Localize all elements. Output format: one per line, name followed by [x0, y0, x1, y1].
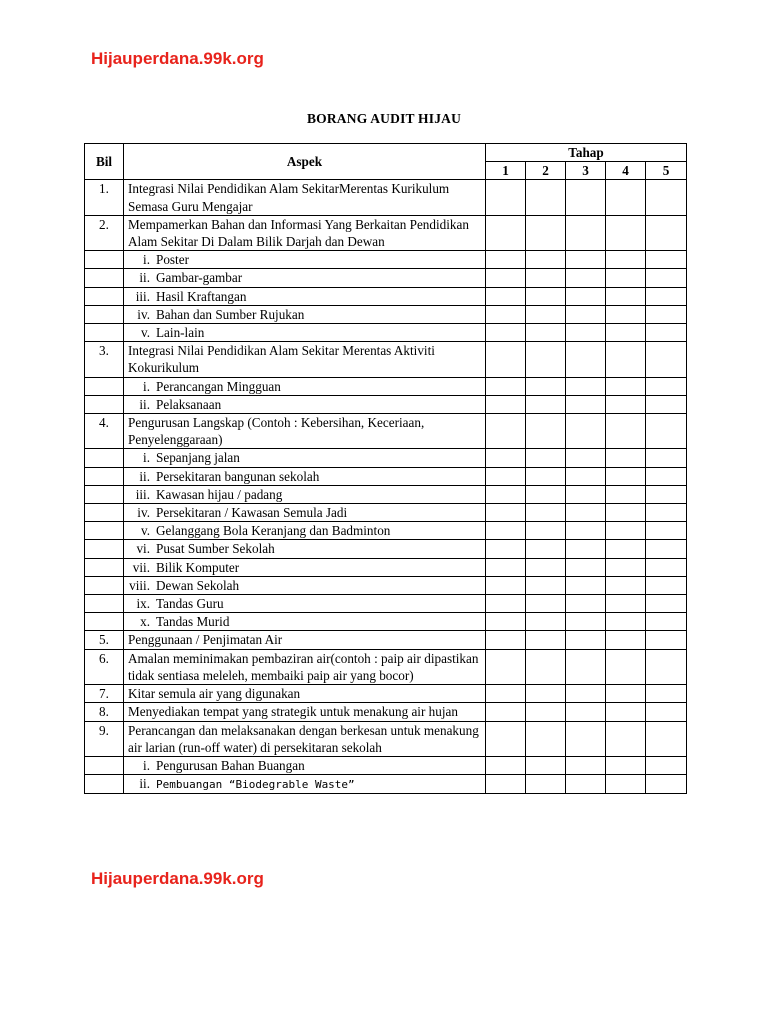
- rating-cell-level-5[interactable]: [646, 342, 687, 377]
- rating-cell-level-1[interactable]: [486, 485, 526, 503]
- rating-cell-level-4[interactable]: [606, 522, 646, 540]
- watermark-top: Hijauperdana.99k.org: [91, 49, 264, 68]
- rating-cell-level-2[interactable]: [526, 522, 566, 540]
- rating-cell-level-2[interactable]: [526, 395, 566, 413]
- sub-aspect-numeral: x.: [140, 614, 150, 630]
- sub-aspect-label: Dewan Sekolah: [156, 577, 240, 593]
- table-subrow: [85, 775, 687, 794]
- sub-aspect: [124, 613, 486, 631]
- table-row: [85, 721, 687, 756]
- header-row: [85, 144, 687, 162]
- sub-aspect-label: Hasil Kraftangan: [156, 288, 247, 304]
- sub-aspect-numeral: i.: [143, 252, 150, 268]
- rating-cell-level-3[interactable]: [566, 540, 606, 558]
- item-number-continued: [85, 485, 124, 503]
- sub-aspect-label: Poster: [156, 252, 189, 268]
- item-number: 5.: [85, 631, 124, 649]
- rating-cell-level-5[interactable]: [646, 775, 687, 794]
- rating-cell-level-5[interactable]: [646, 305, 687, 323]
- table-row: [85, 215, 687, 250]
- sub-aspect: [124, 775, 486, 794]
- table-body: [85, 180, 687, 794]
- rating-cell-level-5[interactable]: [646, 721, 687, 756]
- rating-cell-level-2[interactable]: [526, 540, 566, 558]
- rating-cell-level-4[interactable]: [606, 377, 646, 395]
- rating-cell-level-4[interactable]: [606, 324, 646, 342]
- rating-cell-level-2[interactable]: [526, 685, 566, 703]
- rating-cell-level-1[interactable]: [486, 342, 526, 377]
- rating-cell-level-3[interactable]: [566, 703, 606, 721]
- rating-cell-level-4[interactable]: [606, 269, 646, 287]
- item-number: 4.: [85, 414, 124, 449]
- sub-aspect: [124, 395, 486, 413]
- rating-cell-level-1[interactable]: [486, 377, 526, 395]
- rating-cell-level-3[interactable]: [566, 558, 606, 576]
- rating-cell-level-3[interactable]: [566, 504, 606, 522]
- rating-cell-level-1[interactable]: [486, 324, 526, 342]
- rating-cell-level-1[interactable]: [486, 613, 526, 631]
- rating-cell-level-3[interactable]: [566, 775, 606, 794]
- item-number-continued: [85, 287, 124, 305]
- rating-cell-level-2[interactable]: [526, 649, 566, 684]
- rating-cell-level-4[interactable]: [606, 595, 646, 613]
- column-header-bil: Bil: [85, 144, 124, 180]
- rating-cell-level-4[interactable]: [606, 467, 646, 485]
- rating-cell-level-3[interactable]: [566, 595, 606, 613]
- rating-cell-level-1[interactable]: [486, 504, 526, 522]
- table-subrow: [85, 251, 687, 269]
- sub-aspect-label: Persekitaran / Kawasan Semula Jadi: [156, 505, 348, 521]
- rating-cell-level-5[interactable]: [646, 269, 687, 287]
- item-number: 1.: [85, 180, 124, 215]
- rating-cell-level-3[interactable]: [566, 721, 606, 756]
- level-header-5: 5: [646, 162, 687, 180]
- item-number-continued: [85, 613, 124, 631]
- rating-cell-level-1[interactable]: [486, 395, 526, 413]
- rating-cell-level-5[interactable]: [646, 685, 687, 703]
- rating-cell-level-5[interactable]: [646, 522, 687, 540]
- rating-cell-level-1[interactable]: [486, 558, 526, 576]
- sub-aspect: [124, 540, 486, 558]
- item-number: 2.: [85, 215, 124, 250]
- table-row: [85, 342, 687, 377]
- rating-cell-level-4[interactable]: [606, 305, 646, 323]
- rating-cell-level-3[interactable]: [566, 414, 606, 449]
- rating-cell-level-5[interactable]: [646, 631, 687, 649]
- item-number-continued: [85, 269, 124, 287]
- aspect-text: Mempamerkan Bahan dan Informasi Yang Berkaitan Pendidikan Alam Sekitar Di Dalam Bilik Darjah dan Dewan: [124, 215, 486, 250]
- rating-cell-level-5[interactable]: [646, 414, 687, 449]
- rating-cell-level-1[interactable]: [486, 721, 526, 756]
- sub-aspect-label: Sepanjang jalan: [156, 450, 240, 466]
- table-subrow: [85, 504, 687, 522]
- rating-cell-level-2[interactable]: [526, 180, 566, 215]
- rating-cell-level-5[interactable]: [646, 324, 687, 342]
- sub-aspect-numeral: viii.: [129, 577, 150, 593]
- rating-cell-level-2[interactable]: [526, 756, 566, 774]
- table-subrow: [85, 522, 687, 540]
- rating-cell-level-4[interactable]: [606, 721, 646, 756]
- aspect-text: Pengurusan Langskap (Contoh : Kebersihan, Keceriaan, Penyelenggaraan): [124, 414, 486, 449]
- sub-aspect: [124, 522, 486, 540]
- sub-aspect: [124, 756, 486, 774]
- rating-cell-level-2[interactable]: [526, 251, 566, 269]
- item-number-continued: [85, 305, 124, 323]
- rating-cell-level-1[interactable]: [486, 775, 526, 794]
- rating-cell-level-5[interactable]: [646, 251, 687, 269]
- rating-cell-level-3[interactable]: [566, 631, 606, 649]
- sub-aspect-numeral: vi.: [136, 541, 150, 557]
- table-subrow: [85, 287, 687, 305]
- sub-aspect-label: Tandas Guru: [156, 596, 224, 612]
- rating-cell-level-4[interactable]: [606, 504, 646, 522]
- rating-cell-level-1[interactable]: [486, 414, 526, 449]
- rating-cell-level-5[interactable]: [646, 756, 687, 774]
- rating-cell-level-5[interactable]: [646, 595, 687, 613]
- aspect-text: Amalan meminimakan pembaziran air(contoh : paip air dipastikan tidak sentiasa meleleh, membaiki paip air yang bocor): [124, 649, 486, 684]
- rating-cell-level-4[interactable]: [606, 449, 646, 467]
- rating-cell-level-5[interactable]: [646, 180, 687, 215]
- rating-cell-level-3[interactable]: [566, 324, 606, 342]
- sub-aspect-numeral: iii.: [135, 288, 150, 304]
- aspect-text: Integrasi Nilai Pendidikan Alam SekitarMerentas Kurikulum Semasa Guru Mengajar: [124, 180, 486, 215]
- sub-aspect-numeral: i.: [143, 757, 150, 773]
- sub-aspect: [124, 377, 486, 395]
- item-number-continued: [85, 522, 124, 540]
- rating-cell-level-3[interactable]: [566, 685, 606, 703]
- rating-cell-level-2[interactable]: [526, 595, 566, 613]
- rating-cell-level-3[interactable]: [566, 305, 606, 323]
- table-row: [85, 631, 687, 649]
- rating-cell-level-1[interactable]: [486, 595, 526, 613]
- item-number-continued: [85, 576, 124, 594]
- rating-cell-level-4[interactable]: [606, 414, 646, 449]
- rating-cell-level-5[interactable]: [646, 558, 687, 576]
- table-row: [85, 180, 687, 215]
- sub-aspect-label: Bilik Komputer: [156, 559, 240, 575]
- sub-aspect-numeral: iii.: [135, 486, 150, 502]
- sub-aspect: [124, 467, 486, 485]
- sub-aspect: [124, 251, 486, 269]
- rating-cell-level-3[interactable]: [566, 395, 606, 413]
- rating-cell-level-1[interactable]: [486, 756, 526, 774]
- rating-cell-level-5[interactable]: [646, 504, 687, 522]
- sub-aspect-label: Kawasan hijau / padang: [156, 486, 283, 502]
- rating-cell-level-5[interactable]: [646, 287, 687, 305]
- aspect-text: Menyediakan tempat yang strategik untuk menakung air hujan: [124, 703, 486, 721]
- rating-cell-level-4[interactable]: [606, 342, 646, 377]
- rating-cell-level-3[interactable]: [566, 377, 606, 395]
- rating-cell-level-2[interactable]: [526, 215, 566, 250]
- table-subrow: [85, 558, 687, 576]
- rating-cell-level-5[interactable]: [646, 467, 687, 485]
- sub-aspect: [124, 558, 486, 576]
- table-subrow: [85, 467, 687, 485]
- table-subrow: [85, 576, 687, 594]
- item-number-continued: [85, 449, 124, 467]
- sub-aspect: [124, 449, 486, 467]
- sub-aspect: [124, 287, 486, 305]
- aspect-text: Kitar semula air yang digunakan: [124, 685, 486, 703]
- rating-cell-level-3[interactable]: [566, 342, 606, 377]
- column-header-tahap: Tahap: [486, 144, 687, 162]
- sub-aspect-label: Pembuangan “Biodegrable Waste”: [156, 778, 355, 792]
- item-number: 7.: [85, 685, 124, 703]
- rating-cell-level-4[interactable]: [606, 703, 646, 721]
- rating-cell-level-3[interactable]: [566, 180, 606, 215]
- item-number-continued: [85, 324, 124, 342]
- item-number-continued: [85, 540, 124, 558]
- rating-cell-level-5[interactable]: [646, 215, 687, 250]
- rating-cell-level-5[interactable]: [646, 540, 687, 558]
- rating-cell-level-3[interactable]: [566, 613, 606, 631]
- rating-cell-level-1[interactable]: [486, 540, 526, 558]
- item-number-continued: [85, 467, 124, 485]
- sub-aspect-numeral: ii.: [139, 396, 150, 412]
- rating-cell-level-4[interactable]: [606, 215, 646, 250]
- rating-cell-level-5[interactable]: [646, 449, 687, 467]
- item-number-continued: [85, 595, 124, 613]
- table-row: [85, 649, 687, 684]
- rating-cell-level-2[interactable]: [526, 613, 566, 631]
- rating-cell-level-2[interactable]: [526, 414, 566, 449]
- sub-aspect-numeral: ii.: [139, 776, 150, 792]
- item-number-continued: [85, 251, 124, 269]
- table-subrow: [85, 449, 687, 467]
- table-subrow: [85, 324, 687, 342]
- level-header-1: 1: [486, 162, 526, 180]
- sub-aspect-label: Gelanggang Bola Keranjang dan Badminton: [156, 523, 391, 539]
- sub-aspect-numeral: i.: [143, 378, 150, 394]
- item-number-continued: [85, 756, 124, 774]
- rating-cell-level-2[interactable]: [526, 305, 566, 323]
- sub-aspect-label: Gambar-gambar: [156, 270, 243, 286]
- rating-cell-level-1[interactable]: [486, 631, 526, 649]
- sub-aspect: [124, 269, 486, 287]
- rating-cell-level-3[interactable]: [566, 522, 606, 540]
- rating-cell-level-2[interactable]: [526, 558, 566, 576]
- item-number: 9.: [85, 721, 124, 756]
- table-subrow: [85, 269, 687, 287]
- rating-cell-level-4[interactable]: [606, 613, 646, 631]
- sub-aspect-numeral: ii.: [139, 270, 150, 286]
- sub-aspect-numeral: iv.: [137, 306, 150, 322]
- sub-aspect: [124, 324, 486, 342]
- rating-cell-level-1[interactable]: [486, 522, 526, 540]
- aspect-text: Integrasi Nilai Pendidikan Alam Sekitar Merentas Aktiviti Kokurikulum: [124, 342, 486, 377]
- rating-cell-level-3[interactable]: [566, 756, 606, 774]
- rating-cell-level-1[interactable]: [486, 251, 526, 269]
- rating-cell-level-4[interactable]: [606, 649, 646, 684]
- rating-cell-level-4[interactable]: [606, 631, 646, 649]
- rating-cell-level-2[interactable]: [526, 576, 566, 594]
- rating-cell-level-4[interactable]: [606, 540, 646, 558]
- audit-table: [84, 143, 687, 794]
- rating-cell-level-1[interactable]: [486, 449, 526, 467]
- level-header-4: 4: [606, 162, 646, 180]
- rating-cell-level-5[interactable]: [646, 576, 687, 594]
- sub-aspect-numeral: ix.: [136, 596, 150, 612]
- sub-aspect: [124, 485, 486, 503]
- sub-aspect-label: Pelaksanaan: [156, 396, 222, 412]
- table-subrow: [85, 377, 687, 395]
- item-number: 8.: [85, 703, 124, 721]
- rating-cell-level-5[interactable]: [646, 613, 687, 631]
- rating-cell-level-2[interactable]: [526, 703, 566, 721]
- rating-cell-level-4[interactable]: [606, 485, 646, 503]
- table-subrow: [85, 305, 687, 323]
- table-subrow: [85, 395, 687, 413]
- rating-cell-level-2[interactable]: [526, 775, 566, 794]
- rating-cell-level-1[interactable]: [486, 305, 526, 323]
- item-number-continued: [85, 504, 124, 522]
- sub-aspect-numeral: ii.: [139, 468, 150, 484]
- sub-aspect: [124, 305, 486, 323]
- sub-aspect-label: Pengurusan Bahan Buangan: [156, 757, 305, 773]
- sub-aspect-label: Persekitaran bangunan sekolah: [156, 468, 320, 484]
- rating-cell-level-1[interactable]: [486, 269, 526, 287]
- item-number: 6.: [85, 649, 124, 684]
- rating-cell-level-1[interactable]: [486, 649, 526, 684]
- rating-cell-level-2[interactable]: [526, 342, 566, 377]
- rating-cell-level-3[interactable]: [566, 215, 606, 250]
- sub-aspect-label: Perancangan Mingguan: [156, 378, 281, 394]
- table-subrow: [85, 613, 687, 631]
- item-number-continued: [85, 558, 124, 576]
- rating-cell-level-3[interactable]: [566, 251, 606, 269]
- rating-cell-level-2[interactable]: [526, 449, 566, 467]
- rating-cell-level-1[interactable]: [486, 685, 526, 703]
- aspect-text: Penggunaan / Penjimatan Air: [124, 631, 486, 649]
- sub-aspect: [124, 595, 486, 613]
- rating-cell-level-1[interactable]: [486, 703, 526, 721]
- sub-aspect-numeral: iv.: [137, 505, 150, 521]
- table-subrow: [85, 595, 687, 613]
- rating-cell-level-5[interactable]: [646, 649, 687, 684]
- rating-cell-level-4[interactable]: [606, 756, 646, 774]
- rating-cell-level-2[interactable]: [526, 324, 566, 342]
- sub-aspect-numeral: v.: [140, 325, 150, 341]
- sub-aspect: [124, 576, 486, 594]
- rating-cell-level-3[interactable]: [566, 485, 606, 503]
- rating-cell-level-2[interactable]: [526, 504, 566, 522]
- table-row: [85, 414, 687, 449]
- rating-cell-level-2[interactable]: [526, 377, 566, 395]
- rating-cell-level-1[interactable]: [486, 287, 526, 305]
- rating-cell-level-4[interactable]: [606, 251, 646, 269]
- column-header-aspek: Aspek: [124, 144, 486, 180]
- sub-aspect-label: Pusat Sumber Sekolah: [156, 541, 275, 557]
- item-number-continued: [85, 377, 124, 395]
- sub-aspect-label: Lain-lain: [156, 325, 205, 341]
- rating-cell-level-1[interactable]: [486, 467, 526, 485]
- rating-cell-level-4[interactable]: [606, 287, 646, 305]
- item-number-continued: [85, 395, 124, 413]
- rating-cell-level-5[interactable]: [646, 485, 687, 503]
- sub-aspect-label: Tandas Murid: [156, 614, 230, 630]
- rating-cell-level-2[interactable]: [526, 467, 566, 485]
- table-subrow: [85, 756, 687, 774]
- sub-aspect-numeral: v.: [140, 523, 150, 539]
- table-row: [85, 703, 687, 721]
- rating-cell-level-5[interactable]: [646, 377, 687, 395]
- sub-aspect-numeral: i.: [143, 450, 150, 466]
- rating-cell-level-3[interactable]: [566, 269, 606, 287]
- sub-aspect-label: Bahan dan Sumber Rujukan: [156, 306, 305, 322]
- rating-cell-level-5[interactable]: [646, 703, 687, 721]
- rating-cell-level-4[interactable]: [606, 558, 646, 576]
- rating-cell-level-4[interactable]: [606, 775, 646, 794]
- level-header-3: 3: [566, 162, 606, 180]
- rating-cell-level-4[interactable]: [606, 180, 646, 215]
- table-subrow: [85, 485, 687, 503]
- document-title: BORANG AUDIT HIJAU: [306, 111, 462, 126]
- rating-cell-level-4[interactable]: [606, 395, 646, 413]
- level-header-2: 2: [526, 162, 566, 180]
- rating-cell-level-2[interactable]: [526, 269, 566, 287]
- rating-cell-level-3[interactable]: [566, 287, 606, 305]
- rating-cell-level-1[interactable]: [486, 215, 526, 250]
- rating-cell-level-2[interactable]: [526, 287, 566, 305]
- rating-cell-level-1[interactable]: [486, 180, 526, 215]
- rating-cell-level-2[interactable]: [526, 721, 566, 756]
- rating-cell-level-3[interactable]: [566, 449, 606, 467]
- rating-cell-level-3[interactable]: [566, 649, 606, 684]
- rating-cell-level-2[interactable]: [526, 631, 566, 649]
- watermark-bottom: Hijauperdana.99k.org: [91, 869, 264, 888]
- rating-cell-level-4[interactable]: [606, 685, 646, 703]
- sub-aspect-numeral: vii.: [132, 559, 150, 575]
- item-number-continued: [85, 775, 124, 794]
- rating-cell-level-1[interactable]: [486, 576, 526, 594]
- rating-cell-level-3[interactable]: [566, 467, 606, 485]
- rating-cell-level-5[interactable]: [646, 395, 687, 413]
- aspect-text: Perancangan dan melaksanakan dengan berkesan untuk menakung air larian (run-off water) di persekitaran sekolah: [124, 721, 486, 756]
- item-number: 3.: [85, 342, 124, 377]
- rating-cell-level-4[interactable]: [606, 576, 646, 594]
- rating-cell-level-3[interactable]: [566, 576, 606, 594]
- sub-aspect: [124, 504, 486, 522]
- table-subrow: [85, 540, 687, 558]
- rating-cell-level-2[interactable]: [526, 485, 566, 503]
- table-row: [85, 685, 687, 703]
